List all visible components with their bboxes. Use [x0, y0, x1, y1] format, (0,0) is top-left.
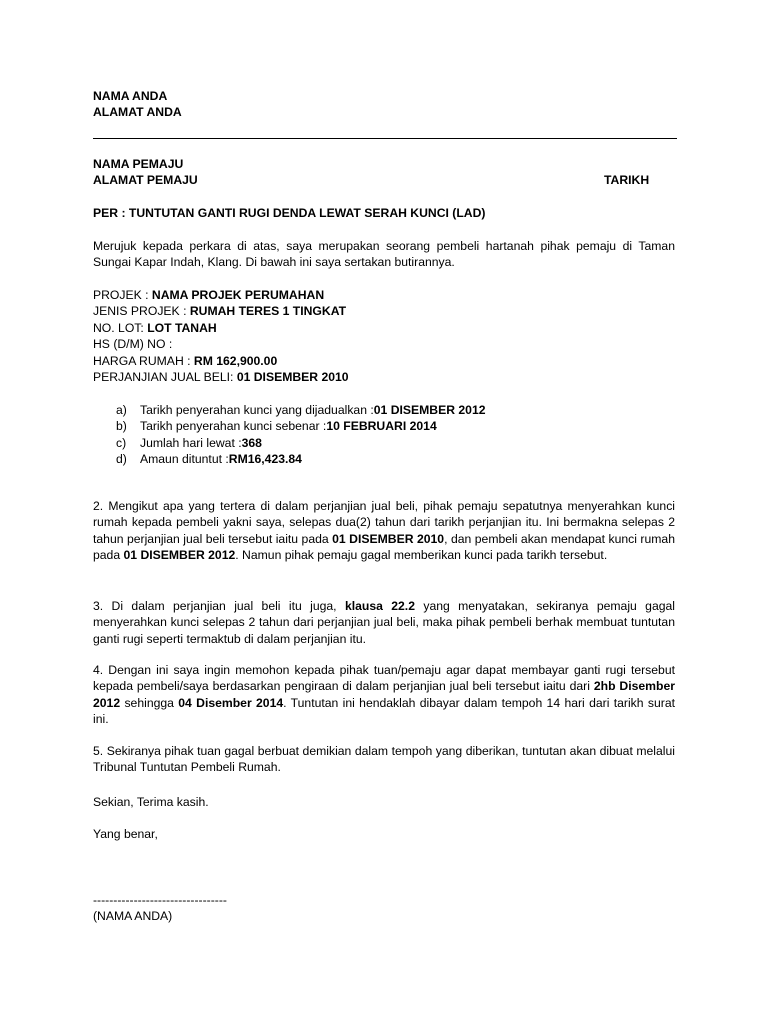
- recipient-block: [93, 156, 675, 189]
- claim-items-list: [116, 402, 486, 468]
- detail-harga-value: RM 162,900.00: [193, 353, 278, 368]
- para2-bold-1: 01 DISEMBER 2010: [332, 531, 445, 546]
- para3-text-1: 3. Di dalam perjanjian jual beli itu juga,: [93, 599, 345, 613]
- signature-name: (NAMA ANDA): [93, 909, 173, 923]
- detail-projek-label: PROJEK :: [93, 288, 152, 302]
- sender-name: NAMA ANDA: [93, 89, 168, 103]
- detail-spa-label: PERJANJIAN JUAL BELI:: [93, 370, 237, 385]
- para2-text-2: , dan pembeli akan mendapat kunci rumah pada: [93, 531, 675, 563]
- recipient-address: ALAMAT PEMAJU: [93, 173, 198, 188]
- para3-bold-1: klausa 22.2: [344, 599, 415, 613]
- list-item: [116, 435, 486, 451]
- signoff-text: Yang benar,: [93, 827, 158, 841]
- paragraph-5: 5. Sekiranya pihak tuan gagal berbuat demikian dalam tempoh yang diberikan, tuntutan akan dibuat melalui Tribunal Tuntutan Pembeli Rumah.: [93, 744, 675, 775]
- detail-spa-value: 01 DISEMBER 2010: [236, 370, 349, 385]
- list-marker: a): [116, 403, 127, 417]
- para2-text-3: . Namun pihak pemaju gagal memberikan kunci pada tarikh tersebut.: [235, 548, 608, 563]
- detail-spa: [93, 369, 675, 385]
- list-item-label: Jumlah hari lewat :: [140, 435, 242, 450]
- list-item-value: 368: [241, 435, 262, 450]
- para4-text-2: sehingga: [120, 695, 179, 710]
- detail-hs: [93, 336, 675, 352]
- para4-text-3: . Tuntutan ini hendaklah dibayar dalam tempoh 14 hari dari tarikh surat ini.: [93, 695, 675, 727]
- para3-text-2: yang menyatakan, sekiranya pemaju gagal menyerahkan kunci selepas 2 tahun dari perjanjian jual beli, maka pihak pembeli berhak membuat tuntutan ganti rugi seperti termaktub di dalam perjanjian itu.: [93, 599, 675, 646]
- sender-address: ALAMAT ANDA: [93, 105, 182, 120]
- list-item-value: 10 FEBRUARI 2014: [326, 419, 437, 434]
- detail-lot: [93, 320, 675, 336]
- paragraph-2: [93, 498, 675, 564]
- list-marker: b): [116, 419, 127, 434]
- para4-bold-2: 04 Disember 2014: [178, 695, 284, 710]
- detail-jenis-label: JENIS PROJEK :: [93, 304, 190, 319]
- details-block: [93, 287, 675, 385]
- list-item-value: RM16,423.84: [228, 452, 302, 467]
- paragraph-4: [93, 662, 675, 728]
- closing-text: Sekian, Terima kasih.: [93, 795, 209, 809]
- detail-projek: [93, 287, 675, 303]
- detail-harga: [93, 353, 675, 369]
- list-item-label: Amaun dituntut :: [140, 452, 229, 467]
- detail-jenis-value: RUMAH TERES 1 TINGKAT: [189, 304, 347, 319]
- list-item-label: Tarikh penyerahan kunci sebenar :: [140, 419, 327, 434]
- signature-line: ---------------------------------: [93, 893, 227, 907]
- detail-projek-value: NAMA PROJEK PERUMAHAN: [151, 288, 325, 302]
- date-label: TARIKH: [604, 173, 650, 187]
- list-item-value: 01 DISEMBER 2012: [373, 403, 486, 417]
- detail-hs-label: HS (D/M) NO :: [93, 337, 173, 352]
- list-item: [116, 451, 486, 467]
- para4-bold-1: 2hb Disember 2012: [93, 679, 675, 710]
- detail-harga-label: HARGA RUMAH :: [93, 353, 194, 368]
- list-item-label: Tarikh penyerahan kunci yang dijadualkan :: [140, 403, 374, 417]
- sender-block: [93, 88, 675, 121]
- subject-line: PER : TUNTUTAN GANTI RUGI DENDA LEWAT SERAH KUNCI (LAD): [93, 206, 486, 220]
- detail-jenis: [93, 303, 675, 319]
- recipient-name: NAMA PEMAJU: [93, 157, 184, 171]
- list-marker: d): [116, 452, 127, 467]
- detail-lot-value: LOT TANAH: [147, 320, 217, 335]
- intro-paragraph: Merujuk kepada perkara di atas, saya merupakan seorang pembeli hartanah pihak pemaju di Taman Sungai Kapar Indah, Klang. Di bawah ini saya sertakan butirannya.: [93, 239, 675, 270]
- list-item: [116, 418, 486, 434]
- paragraph-3: [93, 598, 675, 647]
- list-item: [116, 402, 486, 418]
- para4-text-1: 4. Dengan ini saya ingin memohon kepada pihak tuan/pemaju agar dapat membayar ganti rugi tersebut kepada pembeli/saya berdasarkan pengiraan di dalam perjanjian jual beli tersebut iaitu dari: [93, 663, 675, 694]
- para2-text-1: 2. Mengikut apa yang tertera di dalam perjanjian jual beli, pihak pemaju sepatutnya menyerahkan kunci rumah kepada pembeli yakni saya, selepas dua(2) tahun dari tarikh perjanjian itu. Ini bermakna selepas 2 tahun perjanjian jual beli tersebut iaitu pada: [93, 499, 675, 546]
- para2-bold-2: 01 DISEMBER 2012: [123, 548, 236, 563]
- detail-lot-label: NO. LOT:: [93, 320, 148, 335]
- header-divider: [93, 138, 677, 139]
- list-marker: c): [116, 435, 127, 450]
